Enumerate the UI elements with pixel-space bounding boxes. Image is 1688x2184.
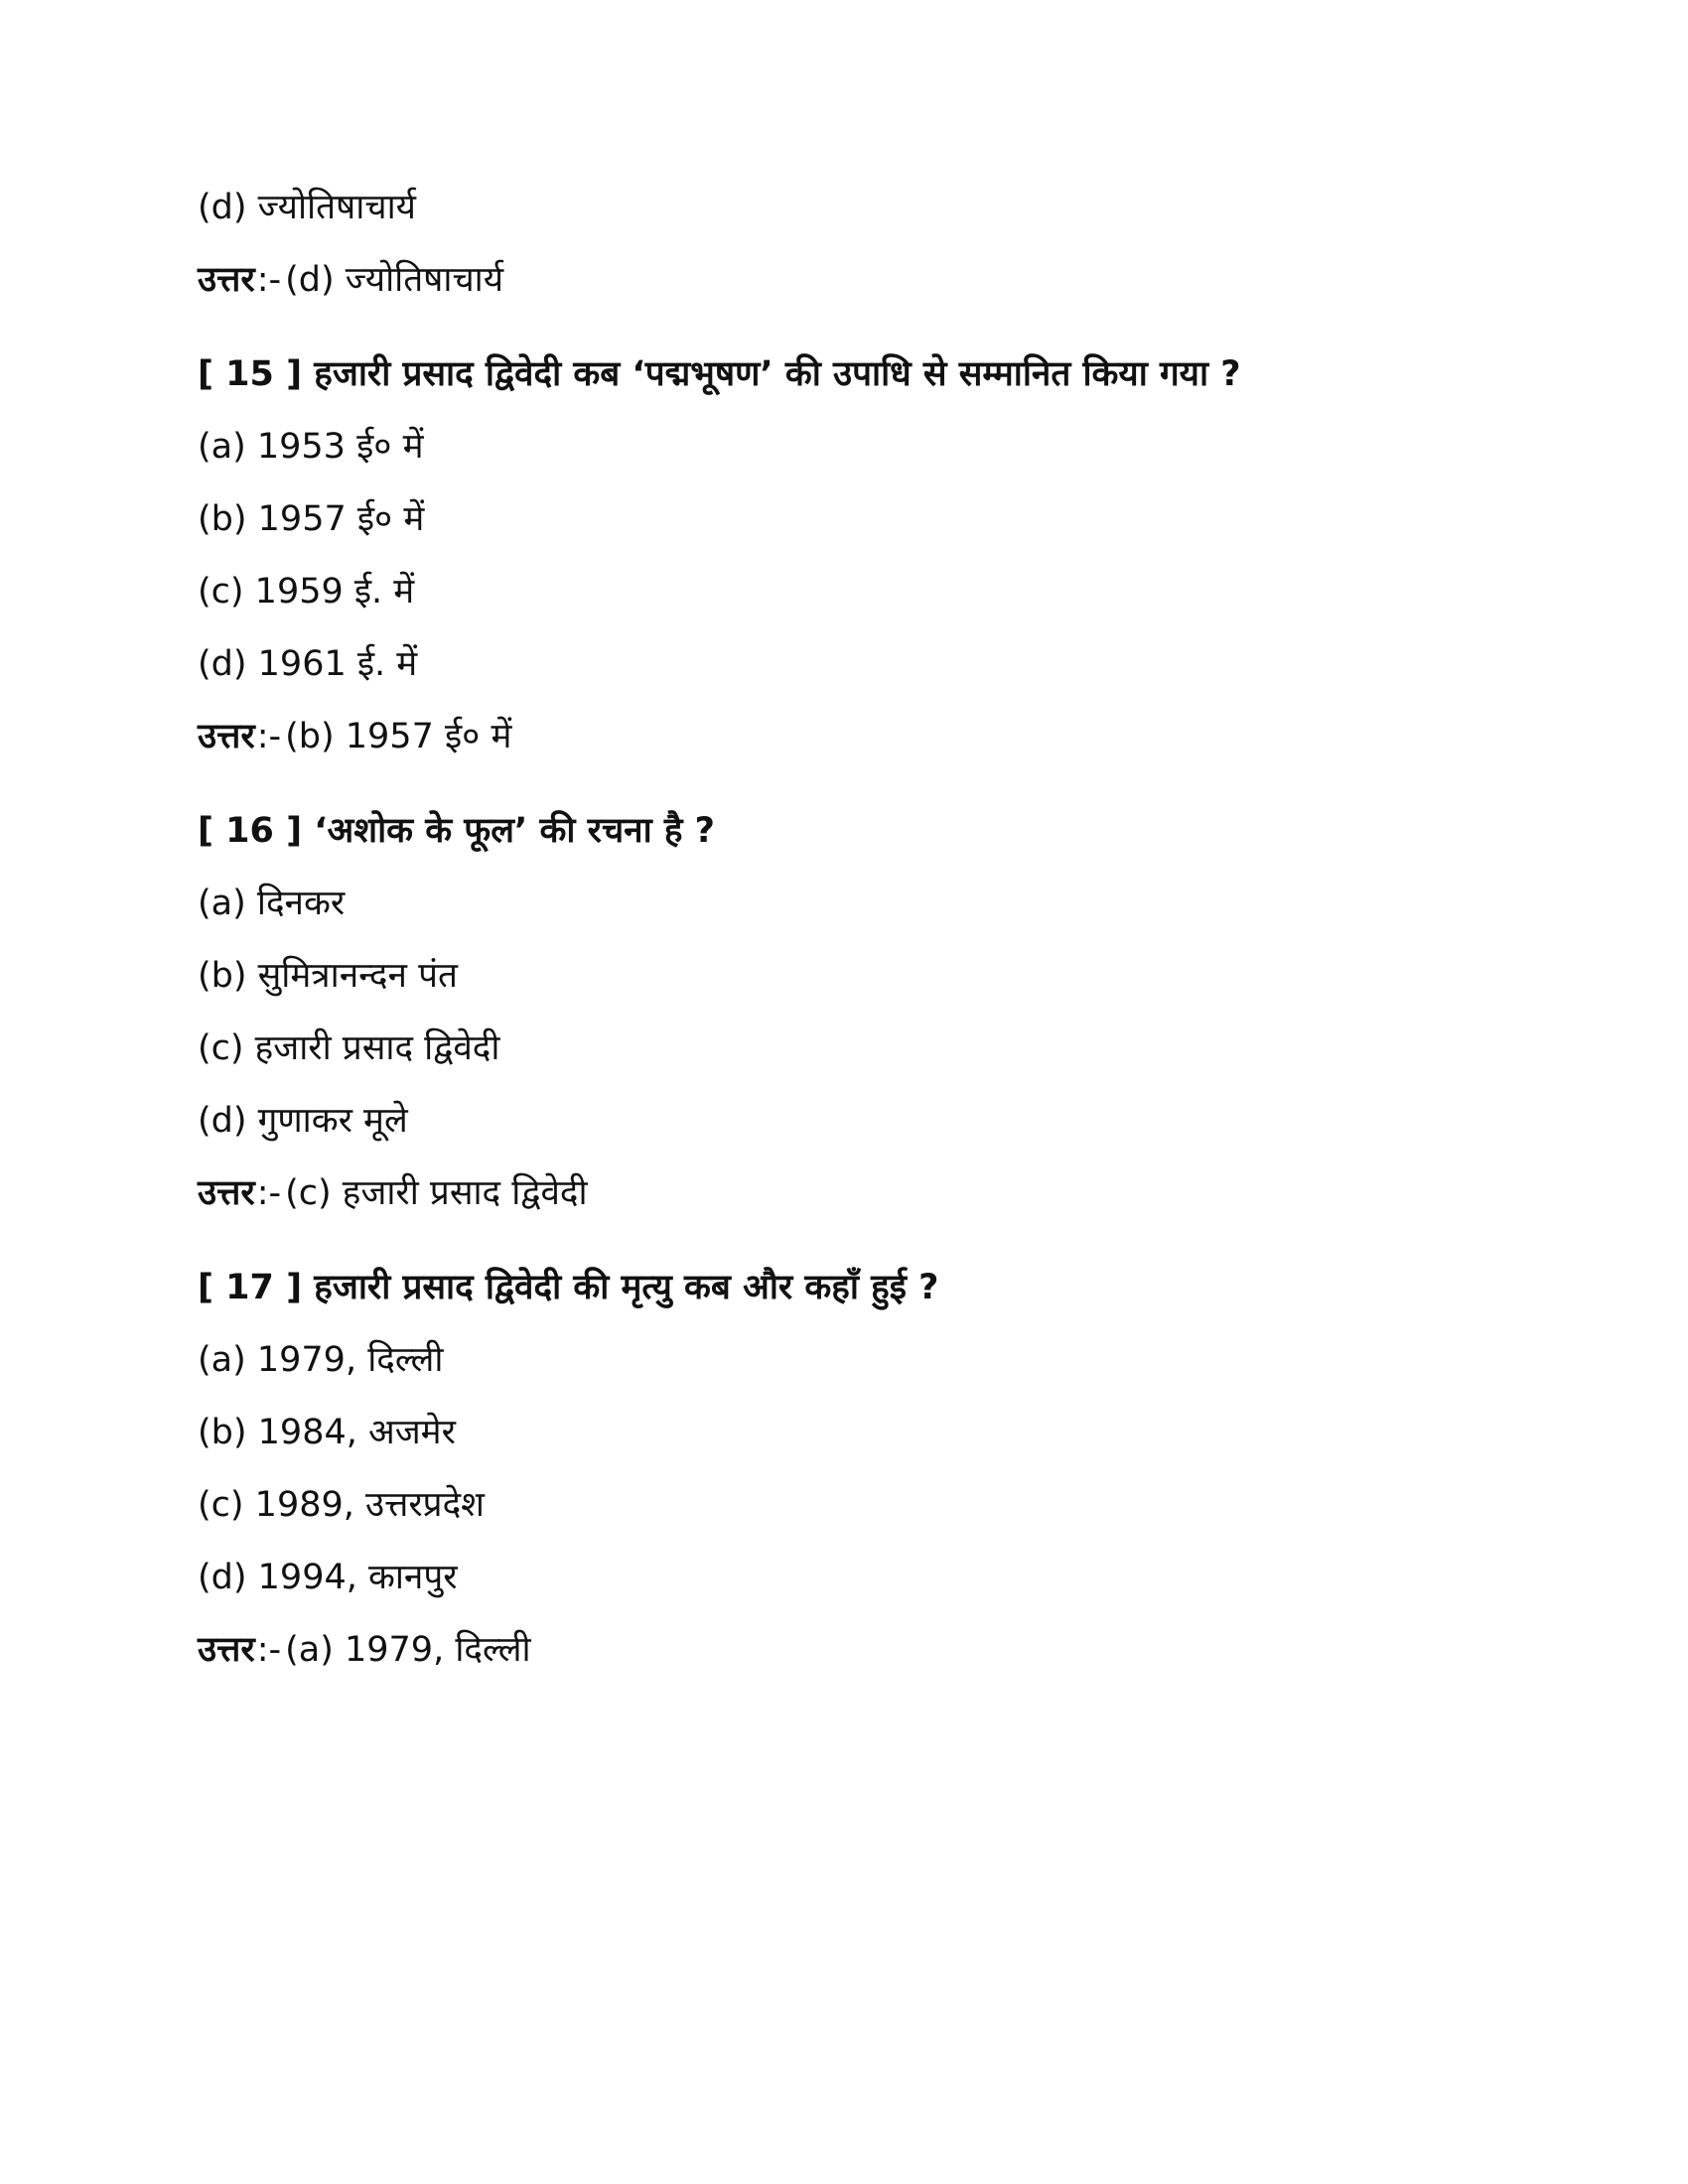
question-17 [198,1264,1488,1674]
answer-separator: :- [256,717,282,756]
question-15 [198,350,1488,760]
question-title [198,807,1488,855]
question-number: [ 15 ] [198,354,303,394]
option-d: (d) ज्योतिषाचार्य [198,188,416,227]
option-c: (c) 1959 ई. में [198,572,415,612]
answer-line [198,256,1488,304]
answer-value: (d) ज्योतिषाचार्य [285,260,504,300]
question-text: हजारी प्रसाद द्विवेदी की मृत्यु कब और कहाँ हुई ? [314,1268,939,1307]
option-c: (c) 1989, उत्तरप्रदेश [198,1485,485,1525]
answer-value: (b) 1957 ई० में [285,717,512,756]
option-d: (d) गुणाकर मूले [198,1101,408,1141]
option-b: (b) 1957 ई० में [198,499,425,539]
question-text: ‘अशोक के फूल’ की रचना है ? [314,811,715,851]
answer-line [198,1626,1488,1674]
answer-line [198,713,1488,760]
answer-label: उत्तर [198,717,255,756]
option-d: (d) 1994, कानपुर [198,1558,458,1597]
answer-label: उत्तर [198,260,255,300]
answer-label: उत्तर [198,1630,255,1670]
document-page [198,184,1488,1699]
answer-value: (a) 1979, दिल्ली [285,1630,531,1670]
answer-separator: :- [256,1630,282,1670]
answer-value: (c) हजारी प्रसाद द्विवेदी [285,1173,588,1213]
option-b: (b) सुमित्रानन्दन पंत [198,956,458,996]
question-number: [ 16 ] [198,811,303,851]
question-title [198,1264,1488,1311]
option-a: (a) दिनकर [198,884,346,923]
answer-separator: :- [256,260,282,300]
question-title [198,350,1488,398]
question-text: हजारी प्रसाद द्विवेदी कब ‘पद्मभूषण’ की उपाधि से सम्मानित किया गया ? [314,354,1241,394]
answer-separator: :- [256,1173,282,1213]
option-a: (a) 1979, दिल्ली [198,1340,444,1380]
answer-label: उत्तर [198,1173,255,1213]
option-c: (c) हजारी प्रसाद द्विवेदी [198,1028,500,1068]
question-16 [198,807,1488,1217]
option-a: (a) 1953 ई० में [198,427,424,467]
answer-line [198,1169,1488,1217]
option-b: (b) 1984, अजमेर [198,1413,456,1452]
question-number: [ 17 ] [198,1268,303,1307]
question-14-tail [198,184,1488,304]
option-d: (d) 1961 ई. में [198,644,418,684]
